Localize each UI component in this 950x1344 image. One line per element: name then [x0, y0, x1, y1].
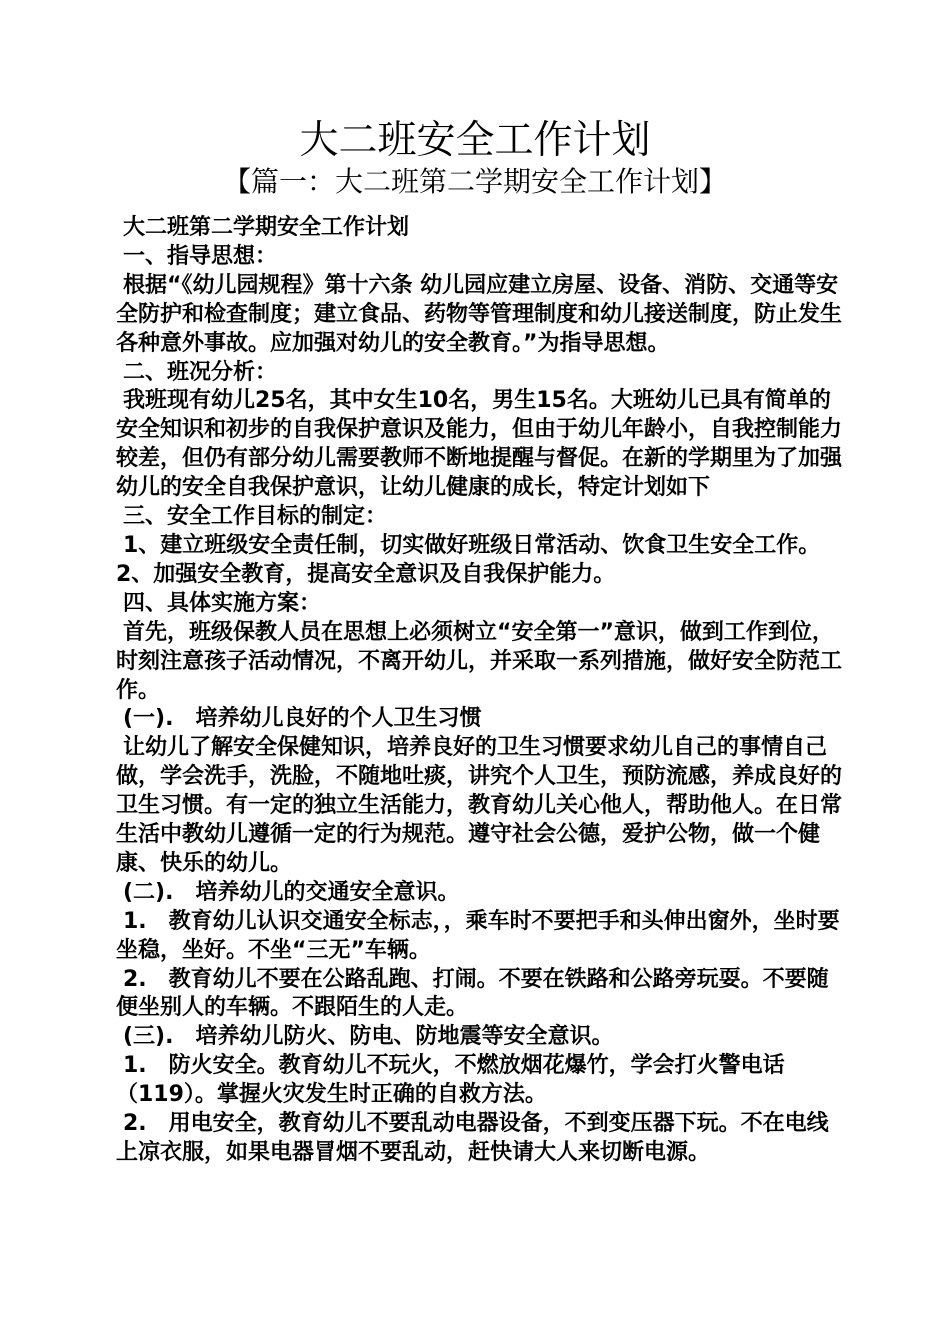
traffic-item-1: 1. 教育幼儿认识交通安全标志，，乘车时不要把手和头伸出窗外，坐时要坐稳，坐好。不坐“三无”车辆。	[116, 908, 840, 963]
section-heading-2: 二、班况分析：	[123, 359, 278, 385]
fire-item-1: 1. 防火安全。教育幼儿不玩火，不燃放烟花爆竹，学会打火警电话（119）。掌握火灾发生时正确的自救方法。	[116, 1053, 785, 1108]
paragraph-hygiene: 让幼儿了解安全保健知识，培养良好的卫生习惯要求幼儿自己的事情自己做，学会洗手，洗脸，不随地吐痰，讲究个人卫生，预防流感，养成良好的卫生习惯。有一定的独立生活能力，教育幼儿关心他人，帮助他人。在日常生活中教幼儿遵循一定的行为规范。遵守社会公德，爱护公物，做一个健康、快乐的幼儿。	[116, 735, 843, 876]
heading-plan: 大二班第二学期安全工作计划	[123, 215, 410, 240]
document-title: 大二班安全工作计划	[299, 118, 651, 163]
traffic-item-2: 2. 教育幼儿不要在公路乱跑、打闹。不要在铁路和公路旁玩耍。不要随便坐别人的车辆。不跟陌生的人走。	[116, 966, 829, 1021]
section-heading-1: 一、指导思想：	[123, 243, 278, 269]
goal-item-2: 2、加强安全教育，提高安全意识及自我保护能力。	[116, 561, 616, 587]
paragraph-class-analysis: 我班现有幼儿25名，其中女生10名，男生15名。大班幼儿已具有简单的安全知识和初步的自我保护意识及能力，但由于幼儿年龄小，自我控制能力较差，但仍有部分幼儿需要教师不断地提醒与督促。在新的学期里为了加强幼儿的安全自我保护意识，让幼儿健康的成长，特定计划如下	[116, 388, 843, 501]
goal-item-1: 1、建立班级安全责任制，切实做好班级日常活动、饮食卫生安全工作。	[123, 532, 821, 558]
section-heading-4: 四、具体实施方案：	[123, 590, 322, 616]
paragraph-guiding-idea: 根据“《幼儿园规程》第十六条 幼儿园应建立房屋、设备、消防、交通等安全防护和检查制度；建立食品、药物等管理制度和幼儿接送制度，防止发生各种意外事故。应加强对幼儿的安全教育。”为指导思想。	[116, 272, 843, 356]
electric-item-2: 2. 用电安全，教育幼儿不要乱动电器设备，不到变压器下玩。不在电线上凉衣服，如果电器冒烟不要乱动，赶快请大人来切断电源。	[116, 1111, 829, 1165]
paragraph-implementation: 首先，班级保教人员在思想上必须树立“安全第一”意识，做到工作到位，时刻注意孩子活动情况，不离开幼儿，并采取一系列措施，做好安全防范工作。	[116, 619, 843, 703]
subheading-traffic: (二). 培养幼儿的交通安全意识。	[123, 879, 460, 905]
section-heading-3: 三、安全工作目标的制定：	[123, 504, 388, 530]
document-body	[116, 214, 846, 1168]
document-subtitle: 【篇一：大二班第二学期安全工作计划】	[222, 165, 727, 198]
subheading-hygiene: (一). 培养幼儿良好的个人卫生习惯	[123, 706, 482, 732]
subheading-fire-electric: (三). 培养幼儿防火、防电、防地震等安全意识。	[123, 1024, 614, 1050]
